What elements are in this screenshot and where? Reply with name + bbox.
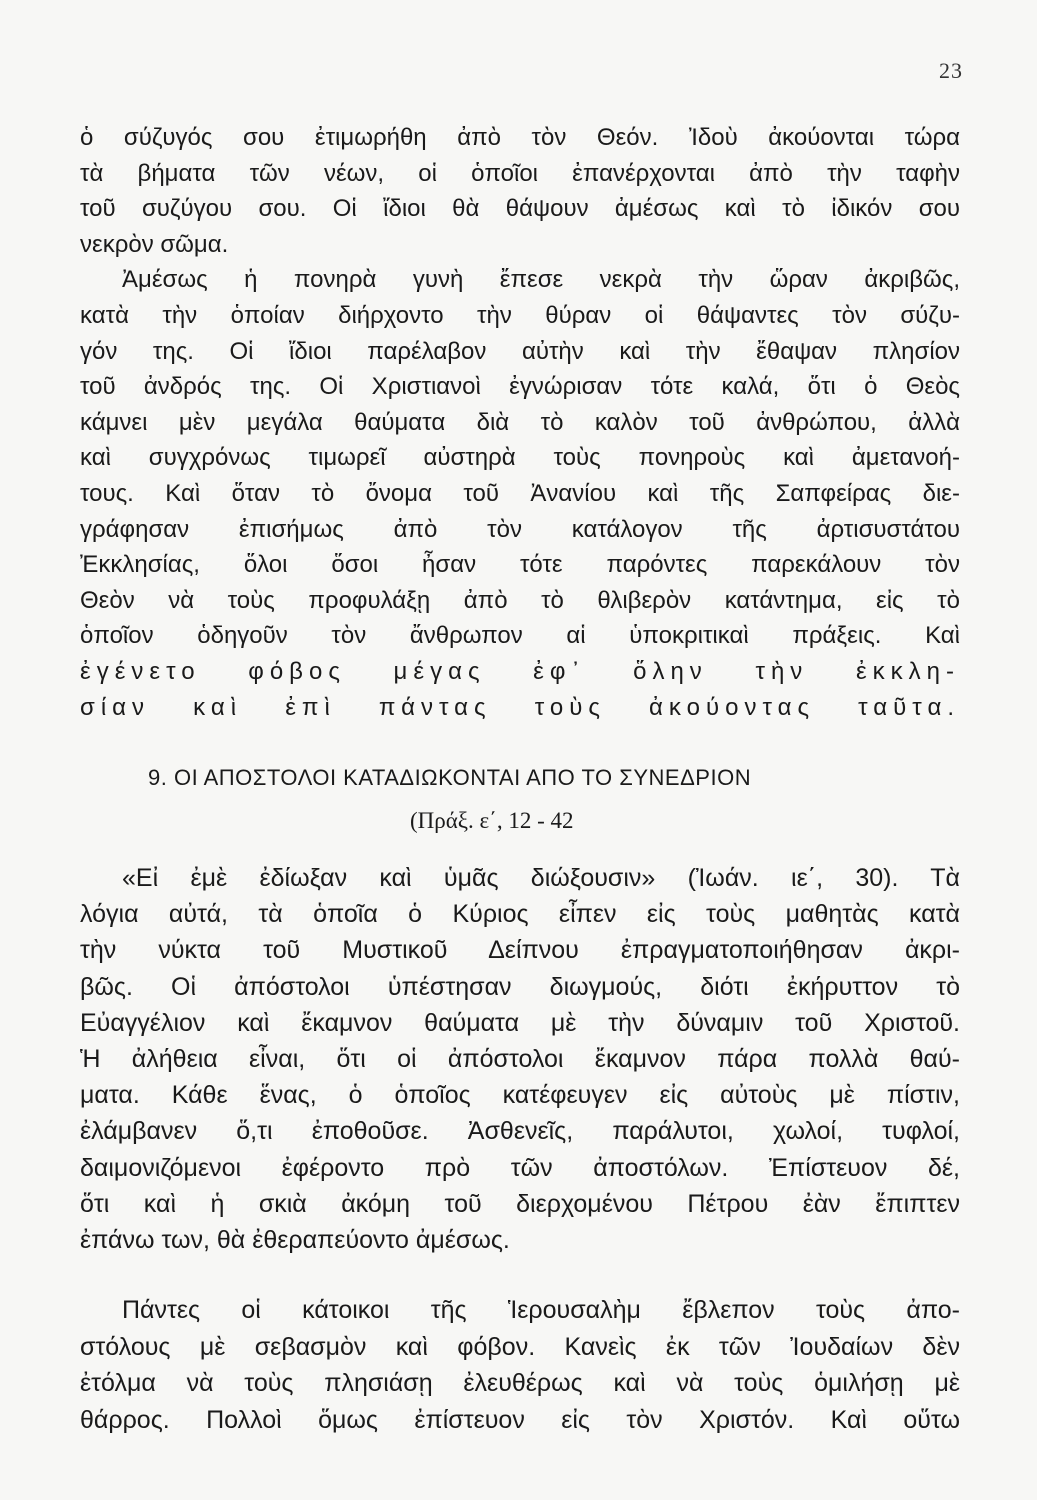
section-heading: 9. ΟΙ ΑΠΟΣΤΟΛΟΙ ΚΑΤΑΔΙΩΚΟΝΤΑΙ ΑΠΟ ΤΟ ΣΥΝΕΔΡΙΟΝ xyxy=(148,765,752,790)
text-line: Πάντες οἱ κάτοικοι τῆς Ἱερουσαλὴμ ἔβλεπον τοὺς ἀπο- xyxy=(122,1296,960,1324)
text-line: καὶ συγχρόνως τιμωρεῖ αὐστηρὰ τοὺς πονηροὺς καὶ ἀμετανοή- xyxy=(80,444,960,472)
text-line-emphasized: ἐγένετο φόβος μέγας ἐφ᾽ ὅλην τὴν ἐκκλη- xyxy=(80,657,960,685)
text-line: τοῦ συζύγου σου. Οἱ ἴδιοι θὰ θάψουν ἀμέσως καὶ τὸ ἰδικόν σου xyxy=(80,195,960,223)
page-number: 23 xyxy=(939,58,963,83)
text-line: γόν της. Οἱ ἴδιοι παρέλαβον αὐτὴν καὶ τὴν ἔθαψαν πλησίον xyxy=(80,337,960,365)
text-line: τοῦ ἀνδρός της. Οἱ Χριστιανοὶ ἐγνώρισαν τότε καλά, ὅτι ὁ Θεὸς xyxy=(80,373,960,401)
text-line: βῶς. Οἱ ἀπόστολοι ὑπέστησαν διωγμούς, διότι ἐκήρυττον τὸ xyxy=(80,972,960,1001)
text-line: ὅτι καὶ ἡ σκιὰ ἀκόμη τοῦ διερχομένου Πέτρου ἐὰν ἔπιπτεν xyxy=(80,1189,960,1218)
text-line: ἐλάμβανεν ὅ,τι ἐποθοῦσε. Ἀσθενεῖς, παράλυτοι, χωλοί, τυφλοί, xyxy=(80,1117,960,1146)
text-line: ματα. Κάθε ἕνας, ὁ ὁποῖος κατέφευγεν εἰς αὐτοὺς μὲ πίστιν, xyxy=(80,1081,960,1110)
text-line: νεκρὸν σῶμα. xyxy=(80,230,229,258)
text-line: τὰ βήματα τῶν νέων, οἱ ὁποῖοι ἐπανέρχονται ἀπὸ τὴν ταφὴν xyxy=(80,159,960,187)
text-line: τους. Καὶ ὅταν τὸ ὄνομα τοῦ Ἀνανίου καὶ τῆς Σαπφείρας διε- xyxy=(80,479,960,507)
text-line: κατὰ τὴν ὁποίαν διήρχοντο τὴν θύραν οἱ θάψαντες τὸν σύζυ- xyxy=(80,301,960,329)
text-line: Ἡ ἀλήθεια εἶναι, ὅτι οἱ ἀπόστολοι ἔκαμνον πάρα πολλὰ θαύ- xyxy=(80,1045,960,1074)
text-line: ὁ σύζυγός σου ἐτιμωρήθη ἀπὸ τὸν Θεόν. Ἰδοὺ ἀκούονται τώρα xyxy=(80,124,960,151)
text-line: Ἐκκλησίας, ὅλοι ὅσοι ἦσαν τότε παρόντες παρεκάλουν τὸν xyxy=(80,551,960,579)
text-line: στόλους μὲ σεβασμὸν καὶ φόβον. Κανεὶς ἐκ τῶν Ἰουδαίων δὲν xyxy=(80,1332,960,1361)
text-line: «Εἰ ἐμὲ ἐδίωξαν καὶ ὑμᾶς διώξουσιν» (Ἰωάν. ιε΄, 30). Τὰ xyxy=(122,864,960,892)
text-line: ἐτόλμα νὰ τοὺς πλησιάσῃ ἐλευθέρως καὶ νὰ τοὺς ὁμιλήσῃ μὲ xyxy=(80,1369,960,1397)
text-line: θάρρος. Πολλοὶ ὅμως ἐπίστευον εἰς τὸν Χριστόν. Καὶ οὕτω xyxy=(80,1405,960,1434)
text-line-emphasized: σίαν καὶ ἐπὶ πάντας τοὺς ἀκούοντας ταῦτα. xyxy=(80,693,960,721)
text-line: ὁποῖον ὁδηγοῦν τὸν ἄνθρωπον αἱ ὑποκριτικαὶ πράξεις. Καὶ xyxy=(80,622,960,650)
text-line: ἐπάνω των, θὰ ἐθεραπεύοντο ἀμέσως. xyxy=(80,1226,510,1255)
section-reference: (Πράξ. ε΄, 12 - 42 xyxy=(410,808,574,833)
body-text-middle xyxy=(80,860,960,1258)
text-line: Θεὸν νὰ τοὺς προφυλάξῃ ἀπὸ τὸ θλιβερὸν κατάντημα, εἰς τὸ xyxy=(80,586,960,614)
text-line: Ἀμέσως ἡ πονηρὰ γυνὴ ἔπεσε νεκρὰ τὴν ὥραν ἀκριβῶς, xyxy=(122,266,960,294)
text-line: δαιμονιζόμενοι ἐφέροντο πρὸ τῶν ἀποστόλων. Ἐπίστευον δέ, xyxy=(80,1153,960,1182)
text-line: Εὐαγγέλιον καὶ ἔκαμνον θαύματα μὲ τὴν δύναμιν τοῦ Χριστοῦ. xyxy=(80,1008,960,1037)
body-text-top xyxy=(80,120,960,725)
text-line: τὴν νύκτα τοῦ Μυστικοῦ Δείπνου ἐπραγματοποιήθησαν ἀκρι- xyxy=(80,936,960,965)
body-text-bottom xyxy=(80,1292,960,1438)
text-line: λόγια αὐτά, τὰ ὁποῖα ὁ Κύριος εἶπεν εἰς τοὺς μαθητὰς κατὰ xyxy=(80,900,960,929)
text-line: κάμνει μὲν μεγάλα θαύματα διὰ τὸ καλὸν τοῦ ἀνθρώπου, ἀλλὰ xyxy=(80,408,960,436)
text-line: γράφησαν ἐπισήμως ἀπὸ τὸν κατάλογον τῆς ἀρτισυστάτου xyxy=(80,515,960,543)
